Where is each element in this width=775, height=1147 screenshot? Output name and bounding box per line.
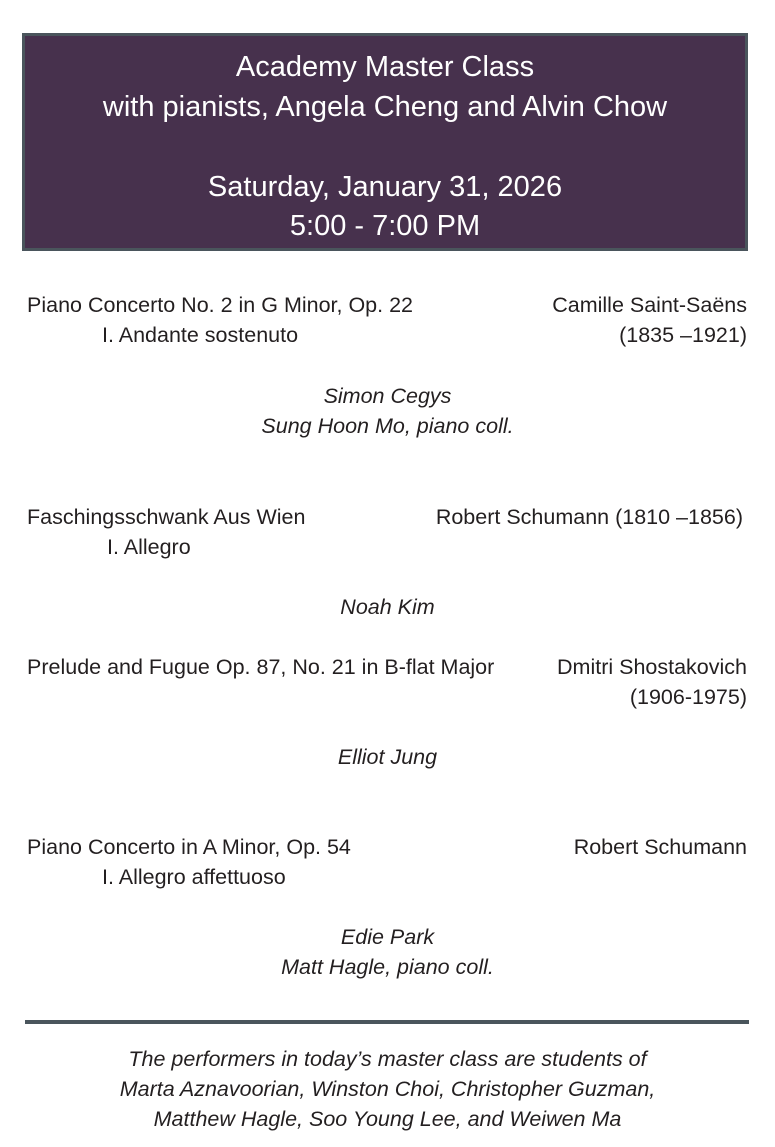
composer-dates: (1835 –1921): [619, 323, 747, 347]
event-subtitle: with pianists, Angela Cheng and Alvin Chow: [102, 91, 668, 123]
event-time: 5:00 - 7:00 PM: [289, 210, 481, 242]
piece-composer: Camille Saint-Saëns: [552, 293, 747, 317]
piece-title: Faschingsschwank Aus Wien: [27, 505, 306, 529]
piece-composer: Dmitri Shostakovich: [557, 655, 747, 679]
footer-teachers-line: Marta Aznavoorian, Winston Choi, Christopher Guzman,: [119, 1077, 656, 1101]
piece-title: Prelude and Fugue Op. 87, No. 21 in B-flat Major: [27, 655, 495, 679]
event-date: Saturday, January 31, 2026: [207, 171, 563, 203]
piano-collaborator: Matt Hagle, piano coll.: [281, 955, 494, 979]
piece-title: Piano Concerto No. 2 in G Minor, Op. 22: [27, 293, 414, 317]
event-title: Academy Master Class: [235, 51, 535, 83]
piece-title: Piano Concerto in A Minor, Op. 54: [27, 835, 351, 859]
composer-dates: (1906-1975): [629, 685, 747, 709]
event-header-banner: [22, 33, 748, 251]
piece-movement: I. Allegro: [107, 535, 191, 559]
piano-collaborator: Sung Hoon Mo, piano coll.: [261, 414, 514, 438]
performer-name: Edie Park: [340, 925, 435, 949]
piece-movement: I. Allegro affettuoso: [102, 865, 286, 889]
piece-composer: Robert Schumann: [573, 835, 747, 859]
footer-note-line: The performers in today’s master class are students of: [128, 1047, 647, 1071]
piece-movement: I. Andante sostenuto: [102, 323, 299, 347]
piece-composer: Robert Schumann (1810 –1856): [435, 505, 743, 529]
performer-name: Simon Cegys: [323, 384, 452, 408]
divider-rule: [25, 1020, 749, 1024]
performer-name: Noah Kim: [340, 595, 435, 619]
performer-name: Elliot Jung: [337, 745, 438, 769]
footer-teachers-line: Matthew Hagle, Soo Young Lee, and Weiwen Ma: [153, 1107, 622, 1131]
